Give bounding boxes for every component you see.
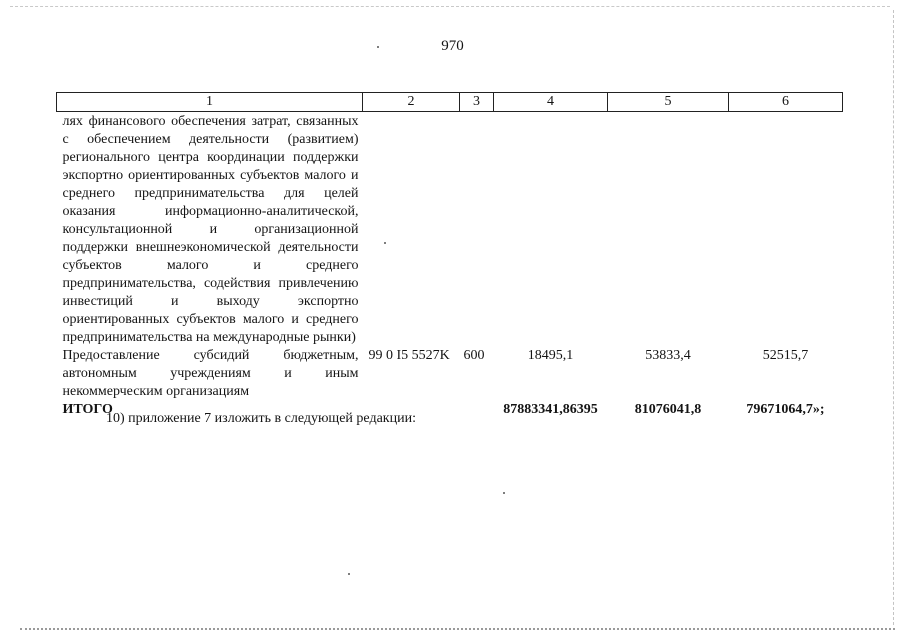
scan-edge-top bbox=[10, 6, 890, 7]
row-code bbox=[363, 112, 460, 348]
column-header: 6 bbox=[729, 93, 843, 112]
row-value-col6 bbox=[729, 112, 843, 348]
row-value-col5 bbox=[608, 112, 729, 348]
row-name: лях финансового обеспечения затрат, связанных с обеспечением деятельности (развитием) регионального центра координации поддержки экспортно ориентированных субъектов малого и среднего предпринимательства для целей оказания информационно-аналитической, консультационной и организационной поддержки внешнеэкономической деятельности субъектов малого и среднего предпринимательства, содействия привлечению инвестиций и выходу экспортно ориентированных субъектов малого и среднего предпринимательства на международные рынки) bbox=[62, 114, 359, 345]
column-header: 2 bbox=[363, 93, 460, 112]
scan-edge-bottom bbox=[20, 628, 895, 630]
total-value-col5: 81076041,8 bbox=[634, 402, 702, 417]
column-header: 3 bbox=[460, 93, 494, 112]
total-label: ИТОГО bbox=[62, 402, 113, 417]
amendment-text: 10) приложение 7 изложить в следующей редакции: bbox=[106, 411, 416, 426]
row-value-col4: 18495,1 bbox=[527, 348, 574, 363]
row-type: 600 bbox=[463, 348, 485, 363]
budget-table bbox=[56, 92, 843, 419]
row-value-col6: 52515,7 bbox=[762, 348, 809, 363]
column-header: 1 bbox=[57, 93, 363, 112]
scan-edge-right bbox=[893, 10, 894, 625]
row-name: Предоставление субсидий бюджетным, автономным учреждениям и иным некоммерческим организациям bbox=[62, 348, 359, 399]
total-value-col4: 87883341,86395 bbox=[503, 402, 598, 417]
row-type bbox=[460, 112, 494, 348]
scan-speck bbox=[503, 492, 505, 494]
row-value-col4 bbox=[494, 112, 608, 348]
scan-speck bbox=[348, 573, 350, 575]
table-row bbox=[57, 112, 843, 348]
table-header-row bbox=[57, 93, 843, 112]
column-header: 5 bbox=[608, 93, 729, 112]
page-number: 970 bbox=[441, 38, 464, 54]
row-code: 99 0 I5 5527K bbox=[368, 348, 450, 363]
total-value-col6: 79671064,7»; bbox=[746, 402, 825, 417]
row-value-col5: 53833,4 bbox=[645, 348, 691, 363]
column-header: 4 bbox=[494, 93, 608, 112]
table-row bbox=[57, 347, 843, 401]
total-type-empty bbox=[460, 401, 494, 419]
